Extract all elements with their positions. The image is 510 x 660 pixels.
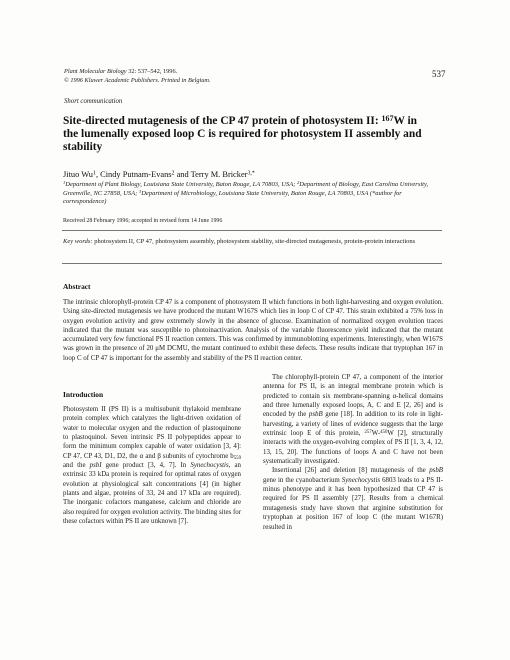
- intro-p1-part-b: and the: [63, 462, 90, 470]
- intro-p1-part-c: gene product [3, 4, 7]. In: [101, 462, 191, 470]
- title-line-2: the lumenally exposed loop C is required for photosystem II assembly and: [63, 128, 422, 140]
- affiliation-2: Department of Biology, East Carolina University, Greenville, NC 27858, USA;: [63, 181, 429, 197]
- journal-name: Plant Molecular Biology: [64, 68, 127, 75]
- title-line-3: stability: [63, 141, 103, 153]
- gene-psbI: psbI: [89, 462, 102, 470]
- affil-mark-3: 3: [138, 188, 142, 194]
- received-dates: Received 28 February 1996; accepted in revised form 14 June 1996: [63, 218, 223, 224]
- author-wu: Jituo Wu: [63, 170, 93, 179]
- keywords: [63, 238, 443, 247]
- residue-450-superscript: 450: [380, 430, 388, 436]
- title-line-1-tail: W in: [393, 115, 418, 127]
- intro-p3-part-a: Insertional [26] and deletion [8] mutagenesis of the: [272, 467, 430, 475]
- divider-top: [62, 230, 442, 231]
- keywords-label: Key words:: [63, 238, 93, 245]
- page-number: 537: [432, 69, 446, 79]
- article-title: [63, 115, 453, 154]
- intro-right-column: [263, 373, 443, 532]
- journal-volume-pages: 32: 537–542, 1996.: [128, 68, 178, 75]
- intro-p2-part-c: W-: [371, 430, 381, 438]
- affil-mark-2: 2: [296, 180, 300, 186]
- title-residue-superscript: 167: [381, 113, 394, 123]
- organism-synechocystis-2: Synechocystis: [341, 476, 381, 484]
- affil-mark-1: 1: [63, 180, 66, 186]
- author-putnam-evans: , Cindy Putnam-Evans: [95, 170, 172, 179]
- title-line-1: Site-directed mutagenesis of the CP 47 protein of photosystem II:: [63, 115, 379, 127]
- intro-left-column: [63, 405, 241, 526]
- intro-p1-part-d: , an extrinsic 33 kDa protein is required for optimal rates of oxygen evolution at physiological salt concentrations [4] (in higher plants and algae, proteins of 33, 24 and 17 kDa are required). The inorganic cofactors manganese, calcium and chloride are also required for oxygen evolution activity. The binding sites for these cofactors within PS II are unknown [7].: [63, 462, 242, 526]
- divider-bottom: [62, 263, 442, 264]
- residue-257-superscript: 257: [364, 430, 372, 436]
- author-bricker: and Terry M. Bricker: [174, 170, 248, 179]
- article-type: Short communication: [64, 98, 123, 105]
- author-putnam-evans-affil-mark: 2: [171, 170, 175, 177]
- affiliation-1: Department of Plant Biology, Louisiana State University, Baton Rouge, LA 70803, USA;: [65, 181, 297, 188]
- copyright-line: © 1996 Kluwer Academic Publishers. Printed in Belgium.: [64, 76, 211, 84]
- affiliation-3: Department of Microbiology, Louisiana State University, Baton Rouge, LA 70803, USA (*author for correspondence): [63, 189, 402, 205]
- introduction-heading: Introduction: [63, 390, 104, 399]
- author-wu-affil-mark: 1: [93, 170, 96, 177]
- cytochrome-subscript: 559: [233, 455, 241, 461]
- running-header: [64, 68, 211, 85]
- intro-p2-part-a: The chlorophyll-protein CP 47, a component of the interior antenna for PS II, is an integral membrane protein which is predicted to contain six membrane-spanning α-helical domains and three lumenally exposed loops, A, C and E [2, 26] and is encoded by the: [263, 374, 443, 419]
- abstract-heading: Abstract: [63, 282, 91, 291]
- intro-p1-part-a: Photosystem II (PS II) is a multisubunit thylakoid membrane protein complex which catalyzes the light-driven oxidation of water to molecular oxygen and the reduction of plastoquinone to plastoquinol. Seven intrinsic PS II polypeptides appear to form the minimum complex capable of water oxidation [3, 4]: CP 47, CP 43, D1, D2, the α and β subunits of cytochrome b: [63, 406, 241, 460]
- journal-citation: [64, 68, 211, 77]
- intro-p2-part-b: gene [18]. In addition to its role in light-harvesting, a variety of lines of evidence suggests that the large extrinsic loop E of this protein,: [263, 411, 443, 438]
- author-bricker-affil-mark: 3,*: [247, 170, 255, 177]
- organism-synechocystis: Synechocystis: [190, 462, 229, 470]
- author-list: [63, 170, 255, 179]
- intro-paragraph-1: [63, 405, 241, 526]
- intro-p3-part-b: gene in the cyanobacterium: [263, 476, 342, 484]
- affiliations: [63, 181, 443, 207]
- intro-paragraph-2: [263, 373, 443, 466]
- intro-paragraph-3: [263, 466, 443, 531]
- gene-psbB: psbB: [308, 411, 323, 419]
- intro-p3-part-c: 6803 leads to a PS II-minus phenotype and it has been hypothesized that CP 47 is required for PS II assembly [27]. Results from a chemical mutagenesis study have shown that arginine substitution for tryptophan at position 167 of loop C (the mutant W167R) resulted in: [263, 476, 443, 531]
- intro-p2-part-d: W [2], structurally interacts with the oxygen-evolving complex of PS II [1, 3, 4, 12, 13, 15, 20]. The functions of loops A and C have not been systematically investigated.: [263, 430, 443, 466]
- keywords-list: photosystem II, CP 47, photosystem assembly, photosystem stability, site-directed mutagenesis, protein-protein interactions: [92, 238, 416, 245]
- abstract-text: The intrinsic chlorophyll-protein CP 47 is a component of photosystem II which functions in both light-harvesting and oxygen evolution. Using site-directed mutagenesis we have produced the mutant W167S which lies in loop C of CP 47. This strain exhibited a 75% loss in oxygen evolution activity and grew extremely slowly in the absence of glucose. Examination of normalized oxygen evolution traces indicated that the mutant was susceptible to photoinactivation. Analysis of the variable fluorescence yield indicated that the mutant accumulated very few functional PS II reaction centers. This was confirmed by immunoblotting experiments. Interestingly, when W167S was grown in the presence of 20 μM DCMU, the mutant continued to exhibit these defects. These results indicate that tryptophan 167 in loop C of CP 47 is important for the assembly and stability of the PS II reaction center.: [63, 299, 443, 362]
- gene-psbB-2: psbB: [429, 467, 443, 475]
